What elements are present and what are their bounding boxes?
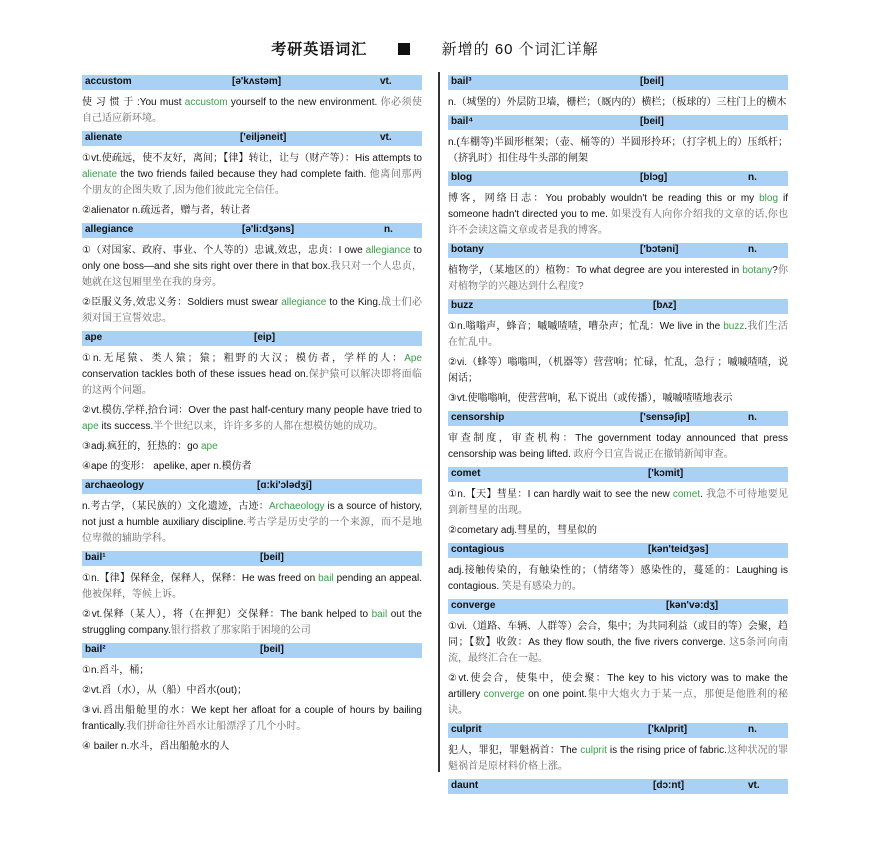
entry-phonetic: ['kɔmit] — [648, 468, 684, 479]
page-title — [0, 38, 870, 59]
entry-phonetic: [ə'li:dʒəns] — [242, 224, 295, 235]
chinese-translation: 银行搭救了那家陷于困境的公司 — [170, 625, 311, 636]
highlighted-word: converge — [483, 689, 525, 700]
entry-definition: ③adj.疯狂的，狂热的：go ape — [82, 441, 218, 452]
chinese-translation: 考古学是历史学的一个来源，而不是地位卑微的辅助学科。 — [82, 517, 423, 544]
entry-header — [448, 115, 788, 130]
chinese-translation: 集中大炮火力于某一点，那便是他胜利的秘诀。 — [448, 689, 789, 716]
right-column — [448, 72, 788, 799]
entry-word: censorship — [451, 412, 505, 423]
chinese-translation: 半个世纪以来，许许多多的人都在想模仿她的成功。 — [153, 421, 384, 432]
title-main: 考研英语词汇 — [271, 41, 368, 58]
entry-phonetic: ['bɔtəni] — [640, 244, 679, 255]
entry-definition: n.（城堡的）外层防卫墙，栅栏；（厩内的）横栏；（板球的）三柱门上的横木 — [448, 97, 787, 108]
highlighted-word: bail — [318, 573, 334, 584]
chinese-translation: 政府今日宣告说正在撤销新闻审查。 — [570, 449, 734, 460]
highlighted-word: buzz — [723, 321, 745, 332]
entry-header — [448, 75, 788, 90]
entry-phonetic: [beil] — [640, 116, 664, 127]
chinese-translation: 战士们必须对国王宣誓效忠。 — [82, 297, 422, 324]
chinese-translation: 他离间那两个朋友的企图失败了,因为他们彼此完全信任。 — [82, 169, 422, 196]
entry-definition: 植物学，（某地区的）植物：To what degree are you interested in botany?你对植物学的兴趣达到什么程度? — [448, 265, 789, 292]
entry-definition: ①n.无尾猿、类人猿；猿；粗野的大汉；模仿者，学样的人：Ape conservation tackles both of these issues head on.保护猿可以解决即将面临的这两个问题。 — [82, 353, 423, 396]
entry-word: allegiance — [85, 224, 134, 235]
entry-header — [82, 131, 422, 146]
entry-header — [448, 467, 788, 482]
entry-word: botany — [451, 244, 484, 255]
chinese-translation: 我们拼命往外舀水让船漂浮了几个小时。 — [126, 721, 307, 732]
chinese-translation: 保护猿可以解决即将面临的这两个问题。 — [82, 369, 423, 396]
entry-header — [82, 331, 422, 346]
entry-definition: ①n.【天】彗星：I can hardly wait to see the new comet. 我急不可待地要见到新彗星的出现。 — [448, 489, 788, 516]
highlighted-word: allegiance — [281, 297, 327, 308]
entry-definition: ②vi.（蜂等）嗡嗡叫，（机器等）营营响；忙碌，忙乱，急行 ；嘁嘁喳喳，说闲话； — [448, 357, 788, 384]
entry-word: bail⁴ — [451, 116, 474, 127]
entry-phonetic: ['kʌlprit] — [648, 724, 688, 735]
entry-definition: 使 习 惯 于 :You must accustom yourself to the new environment. 你必须使自己适应新环境。 — [82, 97, 422, 124]
chinese-translation: 这种状况的罪魁祸首是原材料价格上涨。 — [448, 745, 789, 772]
entry-phonetic: ['eiljəneit] — [240, 132, 287, 143]
square-separator-icon — [398, 43, 410, 55]
entry-header — [448, 779, 788, 794]
entry-header — [82, 643, 422, 658]
entry-definition: n.(车棚等)半圆形框架；（壶、桶等的）半圆形拎环；（打字机上的）压纸杆；（挤乳时）扣住母牛头部的闸架 — [448, 137, 788, 164]
chinese-translation: 你必须使自己适应新环境。 — [82, 97, 422, 124]
entry-definition: 博客，网络日志：You probably wouldn't be reading this or my blog if someone hadn't directed you to me. 如果没有人向你介绍我的文章的话,你也许不会读这篇文章或者是我的博客。 — [448, 193, 789, 236]
entry-phonetic: [kən'teidʒəs] — [648, 544, 709, 555]
entry-word: culprit — [451, 724, 482, 735]
highlighted-word: Ape — [404, 353, 422, 364]
entry-phonetic: [eip] — [254, 332, 276, 343]
entry-word: converge — [451, 600, 496, 611]
highlighted-word: alienate — [82, 169, 118, 180]
entry-header — [82, 551, 422, 566]
entry-header — [448, 543, 788, 558]
entry-definition: ①（对国家、政府、事业、个人等的）忠诚,效忠，忠贞：I owe allegiance to only one boss—and she sits right over there in that box.我只对一个人忠贞，她就在这包厢里坐在我的身旁。 — [82, 245, 422, 288]
entry-word: bail¹ — [85, 552, 106, 563]
entry-pos: n. — [748, 724, 757, 735]
chinese-translation: 笑是有感染力的。 — [499, 581, 582, 592]
highlighted-word: blog — [759, 193, 779, 204]
entry-phonetic: [ə'kʌstəm] — [232, 76, 282, 87]
entry-pos: n. — [384, 224, 393, 235]
entry-word: buzz — [451, 300, 474, 311]
entry-word: bail² — [85, 644, 106, 655]
left-column — [82, 72, 422, 759]
entry-word: archaeology — [85, 480, 144, 491]
entry-definition: ④ bailer n.水斗，舀出船舱水的人 — [82, 741, 230, 752]
entry-definition: ②vt.舀（水），从（船）中舀水(out)； — [82, 685, 248, 696]
entry-definition: ②臣服义务,效忠义务：Soldiers must swear allegiance to the King.战士们必须对国王宣誓效忠。 — [82, 297, 422, 324]
entry-header — [448, 599, 788, 614]
highlighted-word: botany — [742, 265, 773, 276]
entry-phonetic: [dɔ:nt] — [653, 780, 685, 791]
entry-definition: ②alienator n.疏远者，赠与者，转让者 — [82, 205, 251, 216]
entry-definition: ②vt.保释（某人），将（在押犯）交保释：The bank helped to bail out the struggling company.银行搭救了那家陷于困境的公司 — [82, 609, 422, 636]
entry-header — [82, 75, 422, 90]
highlighted-word: allegiance — [365, 245, 411, 256]
entry-pos: vt. — [748, 780, 760, 791]
entry-definition: ①vt.使疏远，使不友好，离间；【律】转让，让与（财产等）：His attempts to alienate the two friends failed because they had complete faith. 他离间那两个朋友的企图失败了,因为他们彼此完全信任。 — [82, 153, 422, 196]
column-divider — [438, 72, 440, 772]
chinese-translation: 我们生活在忙乱中。 — [448, 321, 788, 348]
chinese-translation: 这5条河向南流，最终汇合在一起。 — [448, 637, 788, 664]
entry-word: bail³ — [451, 76, 472, 87]
chinese-translation: 如果没有人向你介绍我的文章的话,你也许不会读这篇文章或者是我的博客。 — [448, 209, 789, 236]
highlighted-word: comet — [672, 489, 701, 500]
entry-phonetic: [ɑ:ki'ɔlədʒi] — [257, 480, 312, 491]
entry-definition: ②vt.使会合，使集中，使会聚：The key to his victory was to make the artillery converge on one point.集中大炮火力于某一点，那便是他胜利的秘诀。 — [448, 673, 789, 716]
entry-word: blog — [451, 172, 473, 183]
entry-word: ape — [85, 332, 103, 343]
entry-phonetic: ['sensəʃip] — [640, 412, 690, 423]
entry-pos: vt. — [380, 132, 392, 143]
entry-header — [448, 411, 788, 426]
chinese-translation: 你对植物学的兴趣达到什么程度? — [448, 265, 789, 292]
entry-definition: ①n.【律】保释金，保释人，保释：He was freed on bail pending an appeal.他被保释，等候上诉。 — [82, 573, 423, 600]
entry-word: alienate — [85, 132, 123, 143]
entry-definition: ②vt.模仿,学样,拾台词：Over the past half-century many people have tried to ape its success.半个世纪以来，许许多多的人都在想模仿她的成功。 — [82, 405, 422, 432]
highlighted-word: ape — [201, 441, 218, 452]
entry-definition: 犯人，罪犯，罪魁祸首：The culprit is the rising price of fabric.这种状况的罪魁祸首是原材料价格上涨。 — [448, 745, 789, 772]
entry-definition: ②cometary adj.彗星的，彗星似的 — [448, 525, 597, 536]
entry-definition: ③vi.舀出船舱里的水：We kept her afloat for a couple of hours by bailing frantically.我们拼命往外舀水让船漂浮了几个小时。 — [82, 705, 422, 732]
entry-header — [448, 299, 788, 314]
chinese-translation: 我急不可待地要见到新彗星的出现。 — [448, 489, 788, 516]
entry-header — [82, 223, 422, 238]
highlighted-word: Archaeology — [268, 501, 325, 512]
entry-phonetic: [blɔg] — [640, 172, 668, 183]
entry-definition: n.考古学，（某民族的）文化遗迹，古迹：Archaeology is a source of history, not just a humble auxiliary discipline.考古学是历史学的一个来源，而不是地位卑微的辅助学科。 — [82, 501, 423, 544]
entry-definition: ③vt.使嗡嗡响，使营营响，私下说出（或传播），嘁嘁喳喳地表示 — [448, 393, 733, 404]
entry-word: contagious — [451, 544, 505, 555]
entry-definition: ①vi.（道路、车辆、人群等）会合，集中；为共同利益（或目的等）会聚，趋同；【数】收敛：As they flow south, the five rivers converge. 这5条河向南流，最终汇合在一起。 — [448, 621, 788, 664]
entry-pos: n. — [748, 172, 757, 183]
entry-phonetic: [beil] — [260, 644, 284, 655]
entry-definition: ①n.嗡嗡声，蜂音；嘁嘁喳喳，嘈杂声；忙乱：We live in the buzz.我们生活在忙乱中。 — [448, 321, 788, 348]
entry-header — [82, 479, 422, 494]
highlighted-word: ape — [82, 421, 99, 432]
chinese-translation: 我只对一个人忠贞，她就在这包厢里坐在我的身旁。 — [82, 261, 422, 288]
highlighted-word: bail — [371, 609, 388, 620]
entry-word: daunt — [451, 780, 479, 791]
entry-header — [448, 243, 788, 258]
entry-header — [448, 723, 788, 738]
entry-pos: vt. — [380, 76, 392, 87]
entry-phonetic: [bʌz] — [653, 300, 677, 311]
highlighted-word: culprit — [580, 745, 607, 756]
entry-phonetic: [beil] — [640, 76, 664, 87]
highlighted-word: accustom — [184, 97, 228, 108]
entry-phonetic: [kən'və:dʒ] — [666, 600, 719, 611]
entry-definition: ④ape 的变形： apelike, aper n.模仿者 — [82, 461, 252, 472]
entry-word: comet — [451, 468, 481, 479]
entry-definition: ①n.舀斗，桶； — [82, 665, 150, 676]
title-subtitle: 新增的 60 个词汇详解 — [441, 41, 599, 58]
entry-header — [448, 171, 788, 186]
entry-definition: 审查制度，审查机构：The government today announced that press censorship was being lifted. 政府今日宣告说正在撤销新闻审查。 — [448, 433, 788, 460]
entry-definition: adj.接触传染的，有触染性的；（情绪等）感染性的，蔓延的：Laughing is contagious. 笑是有感染力的。 — [448, 565, 788, 592]
entry-pos: n. — [748, 412, 757, 423]
entry-phonetic: [beil] — [260, 552, 284, 563]
entry-word: accustom — [85, 76, 132, 87]
chinese-translation: 他被保释，等候上诉。 — [82, 589, 182, 600]
entry-pos: n. — [748, 244, 757, 255]
